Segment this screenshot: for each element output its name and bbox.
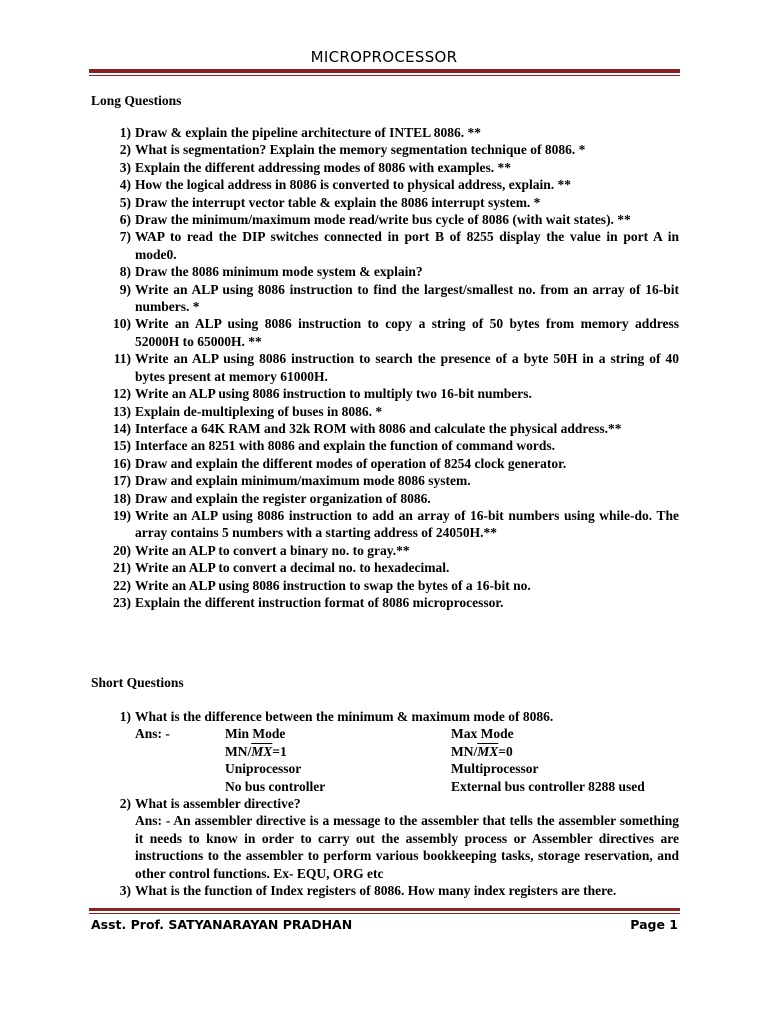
long-question-item xyxy=(91,385,679,402)
long-question-item xyxy=(91,315,679,350)
question-number: 3) xyxy=(119,159,131,175)
question-number: 8) xyxy=(119,264,131,280)
question-text: Draw the minimum/maximum mode read/write bus cycle of 8086 (with wait states). ** xyxy=(135,212,631,228)
question-text: What is the difference between the minimum & maximum mode of 8086. xyxy=(135,709,554,724)
long-question-item xyxy=(91,559,679,576)
question-number: 20) xyxy=(113,542,131,558)
question-text: Write an ALP using 8086 instruction to search the presence of a byte 50H in a string of 40 bytes present at memory 61000H. xyxy=(135,351,679,384)
question-text: What is assembler directive? xyxy=(135,796,301,812)
long-question-item xyxy=(91,490,679,507)
long-question-item xyxy=(91,141,679,158)
long-question-item xyxy=(91,403,679,420)
question-number: 6) xyxy=(119,212,131,228)
long-question-item xyxy=(91,263,679,280)
long-question-item xyxy=(91,211,679,228)
footer-rule-thick xyxy=(89,908,680,911)
question-number: 10) xyxy=(113,316,131,332)
question-text: What is segmentation? Explain the memory segmentation technique of 8086. * xyxy=(135,142,586,158)
question-text: Write an ALP to convert a decimal no. to hexadecimal. xyxy=(135,560,450,576)
short-question-2 xyxy=(91,795,679,812)
min-mode-heading: Min Mode xyxy=(225,726,286,742)
long-question-item xyxy=(91,472,679,489)
short-question-3 xyxy=(91,882,679,899)
question-number: 2) xyxy=(119,142,131,158)
long-question-item xyxy=(91,350,679,385)
question-number: 13) xyxy=(113,403,131,419)
question-text: WAP to read the DIP switches connected in port B of 8255 display the value in port A in mode0. xyxy=(135,229,679,262)
question-text: Write an ALP using 8086 instruction to add an array of 16-bit numbers using while-do. The array contains 5 numbers with a starting address of 24050H.** xyxy=(135,507,679,541)
max-mode-heading: Max Mode xyxy=(451,726,514,742)
long-question-item xyxy=(91,542,679,559)
question-number: 2) xyxy=(119,796,131,812)
question-text: Draw and explain the register organization of 8086. xyxy=(135,490,431,506)
max-processor: Multiprocessor xyxy=(451,761,539,777)
question-text: Draw and explain minimum/maximum mode 8086 system. xyxy=(135,473,471,489)
question-text: Write an ALP to convert a binary no. to gray.** xyxy=(135,542,410,558)
question-text: What is the function of Index registers of 8086. How many index registers are there. xyxy=(135,883,617,899)
answer-2 xyxy=(91,812,679,882)
question-number: 23) xyxy=(113,594,131,610)
question-number: 1) xyxy=(119,125,131,140)
answer-label: Ans: - xyxy=(135,726,170,742)
mode-comparison-table xyxy=(135,725,681,795)
min-bus-controller: No bus controller xyxy=(225,778,326,794)
answer-text: Ans: - An assembler directive is a message to the assembler that tells the assembler something it needs to know in order to carry out the assembly process or Assembler directives are instructions to the assembler to perform various bookkeeping tasks, storage reservation, and other control functions. Ex- EQU, ORG etc xyxy=(135,813,679,881)
question-text: How the logical address in 8086 is converted to physical address, explain. ** xyxy=(135,177,572,193)
question-number: 12) xyxy=(113,386,131,402)
long-question-item xyxy=(91,176,679,193)
question-text: Write an ALP using 8086 instruction to find the largest/smallest no. from an array of 16-bit numbers. * xyxy=(135,281,679,315)
short-questions-list xyxy=(91,708,679,899)
long-question-item xyxy=(91,159,679,176)
short-question-1 xyxy=(91,708,679,725)
question-text: Explain the different instruction format of 8086 microprocessor. xyxy=(135,594,504,610)
question-number: 3) xyxy=(119,883,131,899)
long-question-item xyxy=(91,437,679,454)
question-text: Explain de-multiplexing of buses in 8086. * xyxy=(135,403,383,419)
question-number: 14) xyxy=(113,420,131,436)
question-number: 19) xyxy=(113,507,131,523)
question-text: Write an ALP using 8086 instruction to copy a string of 50 bytes from memory address 52000H to 65000H. ** xyxy=(135,316,679,349)
question-text: Draw and explain the different modes of operation of 8254 clock generator. xyxy=(135,455,567,471)
question-text: Explain the different addressing modes of 8086 with examples. ** xyxy=(135,159,512,175)
question-text: Interface a 64K RAM and 32k ROM with 8086 and calculate the physical address.** xyxy=(135,420,622,436)
question-number: 22) xyxy=(113,577,131,593)
question-number: 11) xyxy=(113,351,131,367)
question-text: Write an ALP using 8086 instruction to swap the bytes of a 16-bit no. xyxy=(135,577,531,593)
question-number: 4) xyxy=(119,177,131,193)
question-text: Draw the interrupt vector table & explain the 8086 interrupt system. * xyxy=(135,194,541,210)
question-number: 9) xyxy=(119,281,131,297)
short-questions-heading: Short Questions xyxy=(91,675,184,690)
max-bus-controller: External bus controller 8288 used xyxy=(451,778,645,794)
question-number: 1) xyxy=(119,709,131,724)
long-question-item xyxy=(91,194,679,211)
question-number: 21) xyxy=(113,560,131,576)
question-number: 16) xyxy=(113,455,131,471)
footer-rule-thin xyxy=(89,913,680,914)
question-text: Draw the 8086 minimum mode system & explain? xyxy=(135,264,423,280)
question-text: Write an ALP using 8086 instruction to multiply two 16-bit numbers. xyxy=(135,386,532,402)
question-number: 18) xyxy=(113,490,131,506)
long-question-item xyxy=(91,577,679,594)
page-header-title: MICROPROCESSOR xyxy=(310,48,458,66)
long-question-item xyxy=(91,281,679,316)
long-question-item xyxy=(91,420,679,437)
header-rule-thick xyxy=(89,69,680,73)
long-questions-list xyxy=(91,124,679,611)
question-number: 7) xyxy=(119,229,131,245)
min-processor: Uniprocessor xyxy=(225,761,302,777)
long-question-item xyxy=(91,594,679,611)
long-question-item xyxy=(91,455,679,472)
question-text: Draw & explain the pipeline architecture of INTEL 8086. ** xyxy=(135,125,481,140)
long-question-item xyxy=(91,124,679,141)
question-number: 15) xyxy=(113,438,131,454)
max-mn-mx: $MN/\overline{MX}=0$ xyxy=(451,743,513,759)
question-text: Interface an 8251 with 8086 and explain the function of command words. xyxy=(135,438,556,454)
long-questions-heading: Long Questions xyxy=(91,93,182,108)
min-mn-mx: $MN/\overline{MX}=1$ xyxy=(225,743,287,759)
question-number: 17) xyxy=(113,473,131,489)
footer-author: Asst. Prof. SATYANARAYAN PRADHAN xyxy=(91,917,353,932)
question-number: 5) xyxy=(119,194,131,210)
long-question-item xyxy=(91,228,679,263)
footer-page-number: Page 1 xyxy=(630,917,678,932)
header-rule-thin xyxy=(89,75,680,76)
answer-1 xyxy=(91,725,679,795)
long-question-item xyxy=(91,507,679,542)
